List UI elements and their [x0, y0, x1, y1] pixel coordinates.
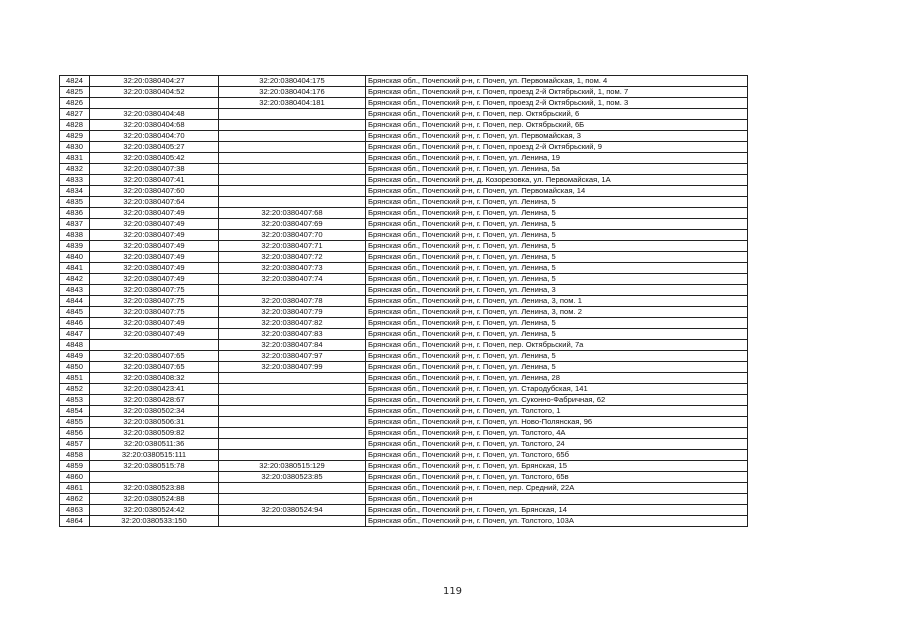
table-row: [60, 153, 748, 164]
address-cell: Брянская обл., Почепский р-н, г. Почеп, пер. Октябрьский, 6: [366, 109, 748, 120]
table-row: [60, 285, 748, 296]
cadastral-number-cell: 32:20:0380423:41: [90, 384, 219, 395]
table-row: [60, 505, 748, 516]
address-cell: Брянская обл., Почепский р-н, г. Почеп, ул. Ленина, 19: [366, 153, 748, 164]
address-cell: Брянская обл., Почепский р-н, г. Почеп, ул. Ново-Полянская, 96: [366, 417, 748, 428]
table-row: [60, 450, 748, 461]
row-number-cell: 4835: [60, 197, 90, 208]
address-cell: Брянская обл., Почепский р-н, г. Почеп, ул. Ленина, 5: [366, 252, 748, 263]
related-cadastral-number-cell: [219, 494, 366, 505]
table-row: [60, 307, 748, 318]
related-cadastral-number-cell: [219, 384, 366, 395]
table-row: [60, 274, 748, 285]
table-row: [60, 208, 748, 219]
row-number-cell: 4843: [60, 285, 90, 296]
table-row: [60, 395, 748, 406]
related-cadastral-number-cell: 32:20:0380407:79: [219, 307, 366, 318]
row-number-cell: 4839: [60, 241, 90, 252]
address-cell: Брянская обл., Почепский р-н, г. Почеп, ул. Толстого, 24: [366, 439, 748, 450]
related-cadastral-number-cell: [219, 417, 366, 428]
address-cell: Брянская обл., Почепский р-н, г. Почеп, ул. Ленина, 5: [366, 351, 748, 362]
cadastral-number-cell: 32:20:0380407:65: [90, 351, 219, 362]
address-cell: Брянская обл., Почепский р-н, г. Почеп, ул. Толстого, 65в: [366, 472, 748, 483]
address-cell: Брянская обл., Почепский р-н, г. Почеп, ул. Первомайская, 1, пом. 4: [366, 76, 748, 87]
address-cell: Брянская обл., Почепский р-н, г. Почеп, пер. Октябрьский, 7а: [366, 340, 748, 351]
cadastral-number-cell: 32:20:0380509:82: [90, 428, 219, 439]
address-cell: Брянская обл., Почепский р-н, г. Почеп, ул. Ленина, 5: [366, 230, 748, 241]
registry-table-body: [60, 76, 748, 527]
address-cell: Брянская обл., Почепский р-н, г. Почеп, ул. Ленина, 3, пом. 2: [366, 307, 748, 318]
related-cadastral-number-cell: [219, 175, 366, 186]
cadastral-number-cell: 32:20:0380511:36: [90, 439, 219, 450]
cadastral-number-cell: 32:20:0380407:49: [90, 219, 219, 230]
cadastral-number-cell: 32:20:0380407:49: [90, 329, 219, 340]
address-cell: Брянская обл., Почепский р-н, г. Почеп, ул. Ленина, 5: [366, 219, 748, 230]
table-row: [60, 318, 748, 329]
table-row: [60, 428, 748, 439]
row-number-cell: 4859: [60, 461, 90, 472]
address-cell: Брянская обл., Почепский р-н, г. Почеп, проезд 2-й Октябрьский, 1, пом. 7: [366, 87, 748, 98]
related-cadastral-number-cell: 32:20:0380407:78: [219, 296, 366, 307]
related-cadastral-number-cell: [219, 428, 366, 439]
address-cell: Брянская обл., Почепский р-н, г. Почеп, проезд 2-й Октябрьский, 9: [366, 142, 748, 153]
row-number-cell: 4845: [60, 307, 90, 318]
row-number-cell: 4827: [60, 109, 90, 120]
related-cadastral-number-cell: [219, 406, 366, 417]
address-cell: Брянская обл., Почепский р-н, г. Почеп, ул. Ленина, 5: [366, 362, 748, 373]
related-cadastral-number-cell: 32:20:0380407:97: [219, 351, 366, 362]
cadastral-number-cell: 32:20:0380533:150: [90, 516, 219, 527]
table-row: [60, 109, 748, 120]
address-cell: Брянская обл., Почепский р-н, г. Почеп, ул. Толстого, 1: [366, 406, 748, 417]
cadastral-number-cell: 32:20:0380407:49: [90, 263, 219, 274]
cadastral-number-cell: 32:20:0380523:88: [90, 483, 219, 494]
address-cell: Брянская обл., Почепский р-н, г. Почеп, пер. Октябрьский, 6Б: [366, 120, 748, 131]
address-cell: Брянская обл., Почепский р-н, г. Почеп, ул. Толстого, 65б: [366, 450, 748, 461]
related-cadastral-number-cell: [219, 164, 366, 175]
table-row: [60, 219, 748, 230]
row-number-cell: 4847: [60, 329, 90, 340]
cadastral-number-cell: 32:20:0380407:49: [90, 252, 219, 263]
row-number-cell: 4857: [60, 439, 90, 450]
row-number-cell: 4830: [60, 142, 90, 153]
cadastral-number-cell: 32:20:0380407:49: [90, 241, 219, 252]
row-number-cell: 4851: [60, 373, 90, 384]
address-cell: Брянская обл., Почепский р-н, г. Почеп, ул. Ленина, 5а: [366, 164, 748, 175]
table-row: [60, 373, 748, 384]
address-cell: Брянская обл., Почепский р-н, г. Почеп, проезд 2-й Октябрьский, 1, пом. 3: [366, 98, 748, 109]
related-cadastral-number-cell: 32:20:0380407:99: [219, 362, 366, 373]
address-cell: Брянская обл., Почепский р-н, г. Почеп, ул. Ленина, 5: [366, 197, 748, 208]
row-number-cell: 4862: [60, 494, 90, 505]
related-cadastral-number-cell: 32:20:0380407:68: [219, 208, 366, 219]
related-cadastral-number-cell: [219, 186, 366, 197]
table-row: [60, 98, 748, 109]
cadastral-number-cell: [90, 340, 219, 351]
cadastral-number-cell: 32:20:0380407:64: [90, 197, 219, 208]
row-number-cell: 4858: [60, 450, 90, 461]
row-number-cell: 4852: [60, 384, 90, 395]
table-row: [60, 76, 748, 87]
row-number-cell: 4832: [60, 164, 90, 175]
cadastral-number-cell: 32:20:0380405:42: [90, 153, 219, 164]
cadastral-number-cell: 32:20:0380515:111: [90, 450, 219, 461]
address-cell: Брянская обл., Почепский р-н, г. Почеп, ул. Суконно-Фабричная, 62: [366, 395, 748, 406]
table-row: [60, 351, 748, 362]
related-cadastral-number-cell: [219, 197, 366, 208]
related-cadastral-number-cell: [219, 131, 366, 142]
table-row: [60, 164, 748, 175]
address-cell: Брянская обл., Почепский р-н, г. Почеп, ул. Брянская, 14: [366, 505, 748, 516]
row-number-cell: 4828: [60, 120, 90, 131]
cadastral-number-cell: 32:20:0380407:75: [90, 307, 219, 318]
row-number-cell: 4864: [60, 516, 90, 527]
related-cadastral-number-cell: [219, 142, 366, 153]
related-cadastral-number-cell: 32:20:0380407:74: [219, 274, 366, 285]
row-number-cell: 4840: [60, 252, 90, 263]
row-number-cell: 4826: [60, 98, 90, 109]
address-cell: Брянская обл., Почепский р-н, г. Почеп, ул. Ленина, 5: [366, 208, 748, 219]
related-cadastral-number-cell: 32:20:0380407:82: [219, 318, 366, 329]
related-cadastral-number-cell: 32:20:0380523:85: [219, 472, 366, 483]
related-cadastral-number-cell: [219, 395, 366, 406]
table-row: [60, 494, 748, 505]
table-row: [60, 197, 748, 208]
row-number-cell: 4856: [60, 428, 90, 439]
related-cadastral-number-cell: [219, 450, 366, 461]
table-row: [60, 406, 748, 417]
related-cadastral-number-cell: 32:20:0380515:129: [219, 461, 366, 472]
table-row: [60, 439, 748, 450]
table-row: [60, 362, 748, 373]
row-number-cell: 4831: [60, 153, 90, 164]
table-row: [60, 340, 748, 351]
table-row: [60, 329, 748, 340]
row-number-cell: 4837: [60, 219, 90, 230]
row-number-cell: 4855: [60, 417, 90, 428]
address-cell: Брянская обл., Почепский р-н, г. Почеп, ул. Первомайская, 3: [366, 131, 748, 142]
row-number-cell: 4853: [60, 395, 90, 406]
address-cell: Брянская обл., Почепский р-н, г. Почеп, ул. Толстого, 4А: [366, 428, 748, 439]
row-number-cell: 4842: [60, 274, 90, 285]
row-number-cell: 4841: [60, 263, 90, 274]
row-number-cell: 4834: [60, 186, 90, 197]
address-cell: Брянская обл., Почепский р-н, г. Почеп, ул. Стародубская, 141: [366, 384, 748, 395]
address-cell: Брянская обл., Почепский р-н, г. Почеп, ул. Ленина, 3: [366, 285, 748, 296]
address-cell: Брянская обл., Почепский р-н, д. Козорезовка, ул. Первомайская, 1А: [366, 175, 748, 186]
related-cadastral-number-cell: [219, 285, 366, 296]
page-number: 119: [442, 586, 463, 597]
address-cell: Брянская обл., Почепский р-н, г. Почеп, ул. Ленина, 5: [366, 263, 748, 274]
cadastral-number-cell: 32:20:0380407:38: [90, 164, 219, 175]
related-cadastral-number-cell: 32:20:0380407:73: [219, 263, 366, 274]
table-row: [60, 384, 748, 395]
address-cell: Брянская обл., Почепский р-н, г. Почеп, ул. Ленина, 5: [366, 241, 748, 252]
address-cell: Брянская обл., Почепский р-н, г. Почеп, ул. Брянская, 15: [366, 461, 748, 472]
related-cadastral-number-cell: 32:20:0380404:175: [219, 76, 366, 87]
row-number-cell: 4863: [60, 505, 90, 516]
related-cadastral-number-cell: [219, 483, 366, 494]
cadastral-number-cell: [90, 98, 219, 109]
cadastral-number-cell: 32:20:0380515:78: [90, 461, 219, 472]
row-number-cell: 4838: [60, 230, 90, 241]
cadastral-number-cell: 32:20:0380404:68: [90, 120, 219, 131]
cadastral-number-cell: 32:20:0380524:88: [90, 494, 219, 505]
related-cadastral-number-cell: 32:20:0380524:94: [219, 505, 366, 516]
table-row: [60, 472, 748, 483]
cadastral-number-cell: 32:20:0380407:60: [90, 186, 219, 197]
address-cell: Брянская обл., Почепский р-н, г. Почеп, ул. Ленина, 5: [366, 318, 748, 329]
table-row: [60, 516, 748, 527]
related-cadastral-number-cell: 32:20:0380407:84: [219, 340, 366, 351]
row-number-cell: 4824: [60, 76, 90, 87]
address-cell: Брянская обл., Почепский р-н, г. Почеп, пер. Средний, 22А: [366, 483, 748, 494]
row-number-cell: 4846: [60, 318, 90, 329]
cadastral-number-cell: 32:20:0380506:31: [90, 417, 219, 428]
related-cadastral-number-cell: [219, 516, 366, 527]
cadastral-number-cell: 32:20:0380407:49: [90, 208, 219, 219]
row-number-cell: 4836: [60, 208, 90, 219]
related-cadastral-number-cell: [219, 373, 366, 384]
table-row: [60, 461, 748, 472]
related-cadastral-number-cell: [219, 153, 366, 164]
cadastral-number-cell: 32:20:0380407:49: [90, 274, 219, 285]
cadastral-number-cell: 32:20:0380407:41: [90, 175, 219, 186]
cadastral-number-cell: 32:20:0380404:27: [90, 76, 219, 87]
cadastral-number-cell: 32:20:0380404:48: [90, 109, 219, 120]
table-row: [60, 175, 748, 186]
cadastral-number-cell: 32:20:0380408:32: [90, 373, 219, 384]
table-row: [60, 142, 748, 153]
address-cell: Брянская обл., Почепский р-н, г. Почеп, ул. Толстого, 103А: [366, 516, 748, 527]
address-cell: Брянская обл., Почепский р-н, г. Почеп, ул. Ленина, 28: [366, 373, 748, 384]
cadastral-number-cell: 32:20:0380407:49: [90, 318, 219, 329]
address-cell: Брянская обл., Почепский р-н, г. Почеп, ул. Ленина, 5: [366, 274, 748, 285]
row-number-cell: 4861: [60, 483, 90, 494]
table-row: [60, 483, 748, 494]
table-row: [60, 296, 748, 307]
related-cadastral-number-cell: 32:20:0380404:176: [219, 87, 366, 98]
cadastral-number-cell: 32:20:0380502:34: [90, 406, 219, 417]
address-cell: Брянская обл., Почепский р-н, г. Почеп, ул. Ленина, 3, пом. 1: [366, 296, 748, 307]
row-number-cell: 4848: [60, 340, 90, 351]
table-row: [60, 241, 748, 252]
table-row: [60, 186, 748, 197]
cadastral-number-cell: 32:20:0380407:75: [90, 285, 219, 296]
table-row: [60, 131, 748, 142]
row-number-cell: 4860: [60, 472, 90, 483]
cadastral-number-cell: [90, 472, 219, 483]
cadastral-number-cell: 32:20:0380405:27: [90, 142, 219, 153]
related-cadastral-number-cell: 32:20:0380404:181: [219, 98, 366, 109]
cadastral-number-cell: 32:20:0380404:52: [90, 87, 219, 98]
table-row: [60, 120, 748, 131]
cadastral-number-cell: 32:20:0380407:65: [90, 362, 219, 373]
table-row: [60, 263, 748, 274]
related-cadastral-number-cell: 32:20:0380407:69: [219, 219, 366, 230]
related-cadastral-number-cell: 32:20:0380407:70: [219, 230, 366, 241]
related-cadastral-number-cell: [219, 439, 366, 450]
table-row: [60, 417, 748, 428]
address-cell: Брянская обл., Почепский р-н: [366, 494, 748, 505]
cadastral-number-cell: 32:20:0380428:67: [90, 395, 219, 406]
cadastral-number-cell: 32:20:0380524:42: [90, 505, 219, 516]
address-cell: Брянская обл., Почепский р-н, г. Почеп, ул. Первомайская, 14: [366, 186, 748, 197]
related-cadastral-number-cell: 32:20:0380407:71: [219, 241, 366, 252]
row-number-cell: 4854: [60, 406, 90, 417]
related-cadastral-number-cell: [219, 120, 366, 131]
table-row: [60, 252, 748, 263]
row-number-cell: 4825: [60, 87, 90, 98]
address-cell: Брянская обл., Почепский р-н, г. Почеп, ул. Ленина, 5: [366, 329, 748, 340]
related-cadastral-number-cell: 32:20:0380407:83: [219, 329, 366, 340]
table-row: [60, 230, 748, 241]
related-cadastral-number-cell: 32:20:0380407:72: [219, 252, 366, 263]
cadastral-number-cell: 32:20:0380407:75: [90, 296, 219, 307]
row-number-cell: 4829: [60, 131, 90, 142]
row-number-cell: 4844: [60, 296, 90, 307]
cadastral-number-cell: 32:20:0380407:49: [90, 230, 219, 241]
row-number-cell: 4850: [60, 362, 90, 373]
row-number-cell: 4833: [60, 175, 90, 186]
cadastral-number-cell: 32:20:0380404:70: [90, 131, 219, 142]
related-cadastral-number-cell: [219, 109, 366, 120]
row-number-cell: 4849: [60, 351, 90, 362]
table-row: [60, 87, 748, 98]
registry-table: [59, 75, 748, 527]
